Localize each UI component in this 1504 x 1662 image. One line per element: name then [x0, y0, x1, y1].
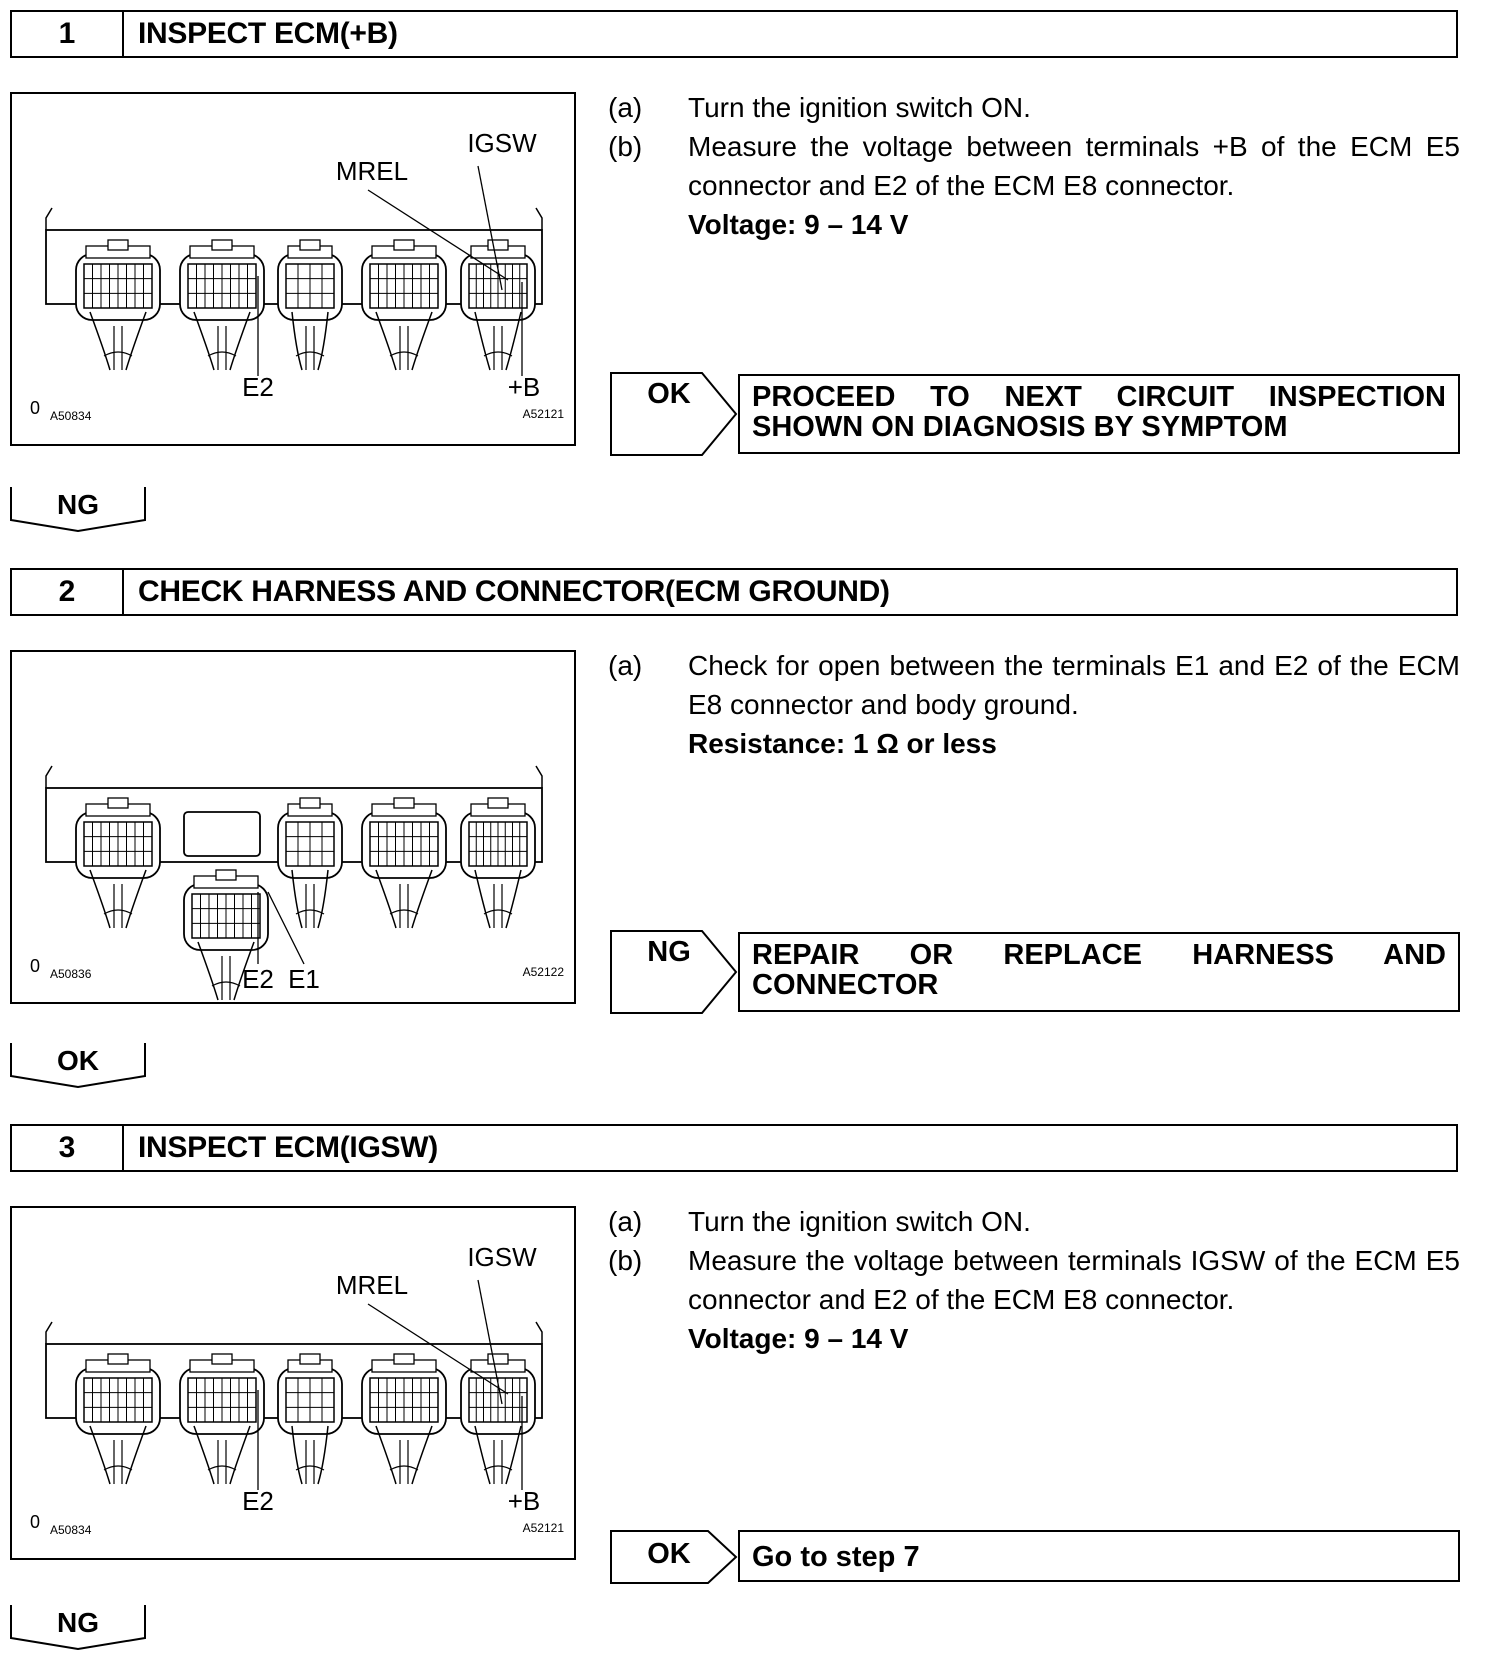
- ecm-connector-diagram: [12, 652, 578, 1006]
- instruction-row: [608, 88, 1460, 127]
- step-3-figure: [10, 1206, 576, 1560]
- connector-lock: [300, 240, 320, 250]
- step-1-instructions: [608, 88, 1460, 244]
- terminal-label-e2: E2: [242, 964, 274, 994]
- instruction-label: (a): [608, 92, 643, 123]
- wire: [400, 884, 408, 928]
- figure-code-right: A52122: [522, 965, 564, 979]
- wire: [218, 1440, 226, 1484]
- step-3-header: [10, 1124, 1458, 1172]
- flow-tag-label: NG: [57, 489, 99, 520]
- result-line: PROCEED TO NEXT CIRCUIT INSPECTION: [752, 381, 1446, 413]
- spec-value: Voltage: 9 – 14 V: [688, 209, 909, 240]
- terminal-label-plus-b: +B: [507, 1486, 541, 1516]
- figure-mark: 0: [30, 1512, 41, 1532]
- wire-tie: [484, 352, 512, 356]
- ecm-connector-diagram: [12, 94, 578, 448]
- flow-tag-label: OK: [57, 1045, 99, 1076]
- step-number: 1: [12, 12, 124, 56]
- instruction-label: (b): [608, 1245, 643, 1276]
- wire-tie: [390, 910, 418, 914]
- instruction-text: Measure the voltage between terminals +B of the ECM E5 connector and E2 of the ECM E8 connector.: [688, 131, 1460, 201]
- result-tag-ok: [610, 372, 738, 456]
- wire-tie: [104, 910, 132, 914]
- connector-lock: [394, 1354, 414, 1364]
- wire-tie: [212, 982, 240, 986]
- connector-lock: [212, 240, 232, 250]
- housing-edge: [46, 1322, 52, 1344]
- instruction-row: [608, 1202, 1460, 1241]
- terminal-label-mrel: MREL: [335, 156, 409, 186]
- step-1-figure: [10, 92, 576, 446]
- figure-code-left: A50836: [50, 967, 92, 981]
- result-line: SHOWN ON DIAGNOSIS BY SYMPTOM: [752, 411, 1288, 443]
- terminal-label-igsw: IGSW: [467, 1242, 537, 1272]
- result-line: CONNECTOR: [752, 969, 939, 1001]
- housing-edge: [536, 208, 542, 230]
- wire: [494, 884, 502, 928]
- result-tag-label: OK: [647, 378, 691, 410]
- wire: [306, 326, 314, 370]
- connector-lock: [108, 798, 128, 808]
- result-line: REPAIR OR REPLACE HARNESS AND: [752, 939, 1446, 971]
- terminal-label-igsw: IGSW: [467, 128, 537, 158]
- wire: [306, 1440, 314, 1484]
- wire: [218, 326, 226, 370]
- wire-tie: [208, 1466, 236, 1470]
- wire-tie: [296, 910, 324, 914]
- terminal-label-plus-b: +B: [507, 372, 541, 402]
- wire-tie: [104, 1466, 132, 1470]
- ecm-connector-diagram: [12, 1208, 578, 1562]
- leader-line: [268, 892, 304, 964]
- result-box: [738, 374, 1460, 454]
- figure-mark: 0: [30, 956, 41, 976]
- connector-lock: [300, 1354, 320, 1364]
- instruction-row: [608, 1241, 1460, 1319]
- result-tag-label: OK: [647, 1538, 691, 1570]
- step-number: 2: [12, 570, 124, 614]
- connector-lock: [108, 240, 128, 250]
- flow-tag-ng: [10, 1604, 146, 1650]
- step-title: INSPECT ECM(+B): [138, 17, 398, 50]
- connector-lock: [300, 798, 320, 808]
- connector-lock: [108, 1354, 128, 1364]
- connector-lock: [216, 870, 236, 880]
- instruction-label: (a): [608, 1206, 643, 1237]
- result-tag-ok: [610, 1530, 738, 1584]
- connector-lock: [488, 240, 508, 250]
- result-tag-ng: [610, 930, 738, 1014]
- figure-code-right: A52121: [522, 1521, 564, 1535]
- step-title: CHECK HARNESS AND CONNECTOR(ECM GROUND): [138, 575, 890, 608]
- housing-edge: [536, 766, 542, 788]
- wire-tie: [208, 352, 236, 356]
- wire-tie: [390, 1466, 418, 1470]
- step-1-header: [10, 10, 1458, 58]
- connector-lock: [488, 1354, 508, 1364]
- instruction-label: (a): [608, 650, 643, 681]
- figure-mark: 0: [30, 398, 41, 418]
- terminal-label-e1: E1: [288, 964, 320, 994]
- figure-code-left: A50834: [50, 409, 92, 423]
- step-2-figure: [10, 650, 576, 1004]
- housing-edge: [536, 1322, 542, 1344]
- terminal-label-e2: E2: [242, 1486, 274, 1516]
- wire-tie: [484, 910, 512, 914]
- wire: [114, 1440, 122, 1484]
- connector-lock: [212, 1354, 232, 1364]
- wire: [306, 884, 314, 928]
- result-box: [738, 1530, 1460, 1582]
- instruction-label: (b): [608, 131, 643, 162]
- wire-tie: [296, 1466, 324, 1470]
- connector-lock: [394, 798, 414, 808]
- result-tag-label: NG: [647, 936, 691, 968]
- flow-tag-ok: [10, 1042, 146, 1088]
- wire-tie: [296, 352, 324, 356]
- wire-tie: [104, 352, 132, 356]
- wire: [400, 1440, 408, 1484]
- instruction-text: Turn the ignition switch ON.: [688, 92, 1031, 123]
- housing-edge: [46, 766, 52, 788]
- connector-lock: [394, 240, 414, 250]
- empty-socket: [184, 812, 260, 856]
- instruction-text: Measure the voltage between terminals IGSW of the ECM E5 connector and E2 of the ECM E8 connector.: [688, 1245, 1460, 1315]
- housing-edge: [46, 208, 52, 230]
- wire: [400, 326, 408, 370]
- instruction-text: Turn the ignition switch ON.: [688, 1206, 1031, 1237]
- instruction-text: Check for open between the terminals E1 and E2 of the ECM E8 connector and body ground.: [688, 650, 1460, 720]
- wire: [494, 326, 502, 370]
- wire-tie: [390, 352, 418, 356]
- step-number: 3: [12, 1126, 124, 1170]
- spec-value: Voltage: 9 – 14 V: [688, 1323, 909, 1354]
- spec-value: Resistance: 1 Ω or less: [688, 728, 997, 759]
- wire: [114, 326, 122, 370]
- terminal-label-e2: E2: [242, 372, 274, 402]
- wire: [114, 884, 122, 928]
- step-2-instructions: [608, 646, 1460, 763]
- instruction-row: [608, 127, 1460, 205]
- result-box: [738, 932, 1460, 1012]
- connector-lock: [488, 798, 508, 808]
- step-3-instructions: [608, 1202, 1460, 1358]
- flow-tag-label: NG: [57, 1607, 99, 1638]
- wire: [222, 956, 230, 1000]
- figure-code-left: A50834: [50, 1523, 92, 1537]
- wire-tie: [484, 1466, 512, 1470]
- wire: [494, 1440, 502, 1484]
- terminal-label-mrel: MREL: [335, 1270, 409, 1300]
- instruction-row: [608, 646, 1460, 724]
- result-line: Go to step 7: [752, 1541, 920, 1573]
- step-2-header: [10, 568, 1458, 616]
- flow-tag-ng: [10, 486, 146, 532]
- step-title: INSPECT ECM(IGSW): [138, 1131, 438, 1164]
- figure-code-right: A52121: [522, 407, 564, 421]
